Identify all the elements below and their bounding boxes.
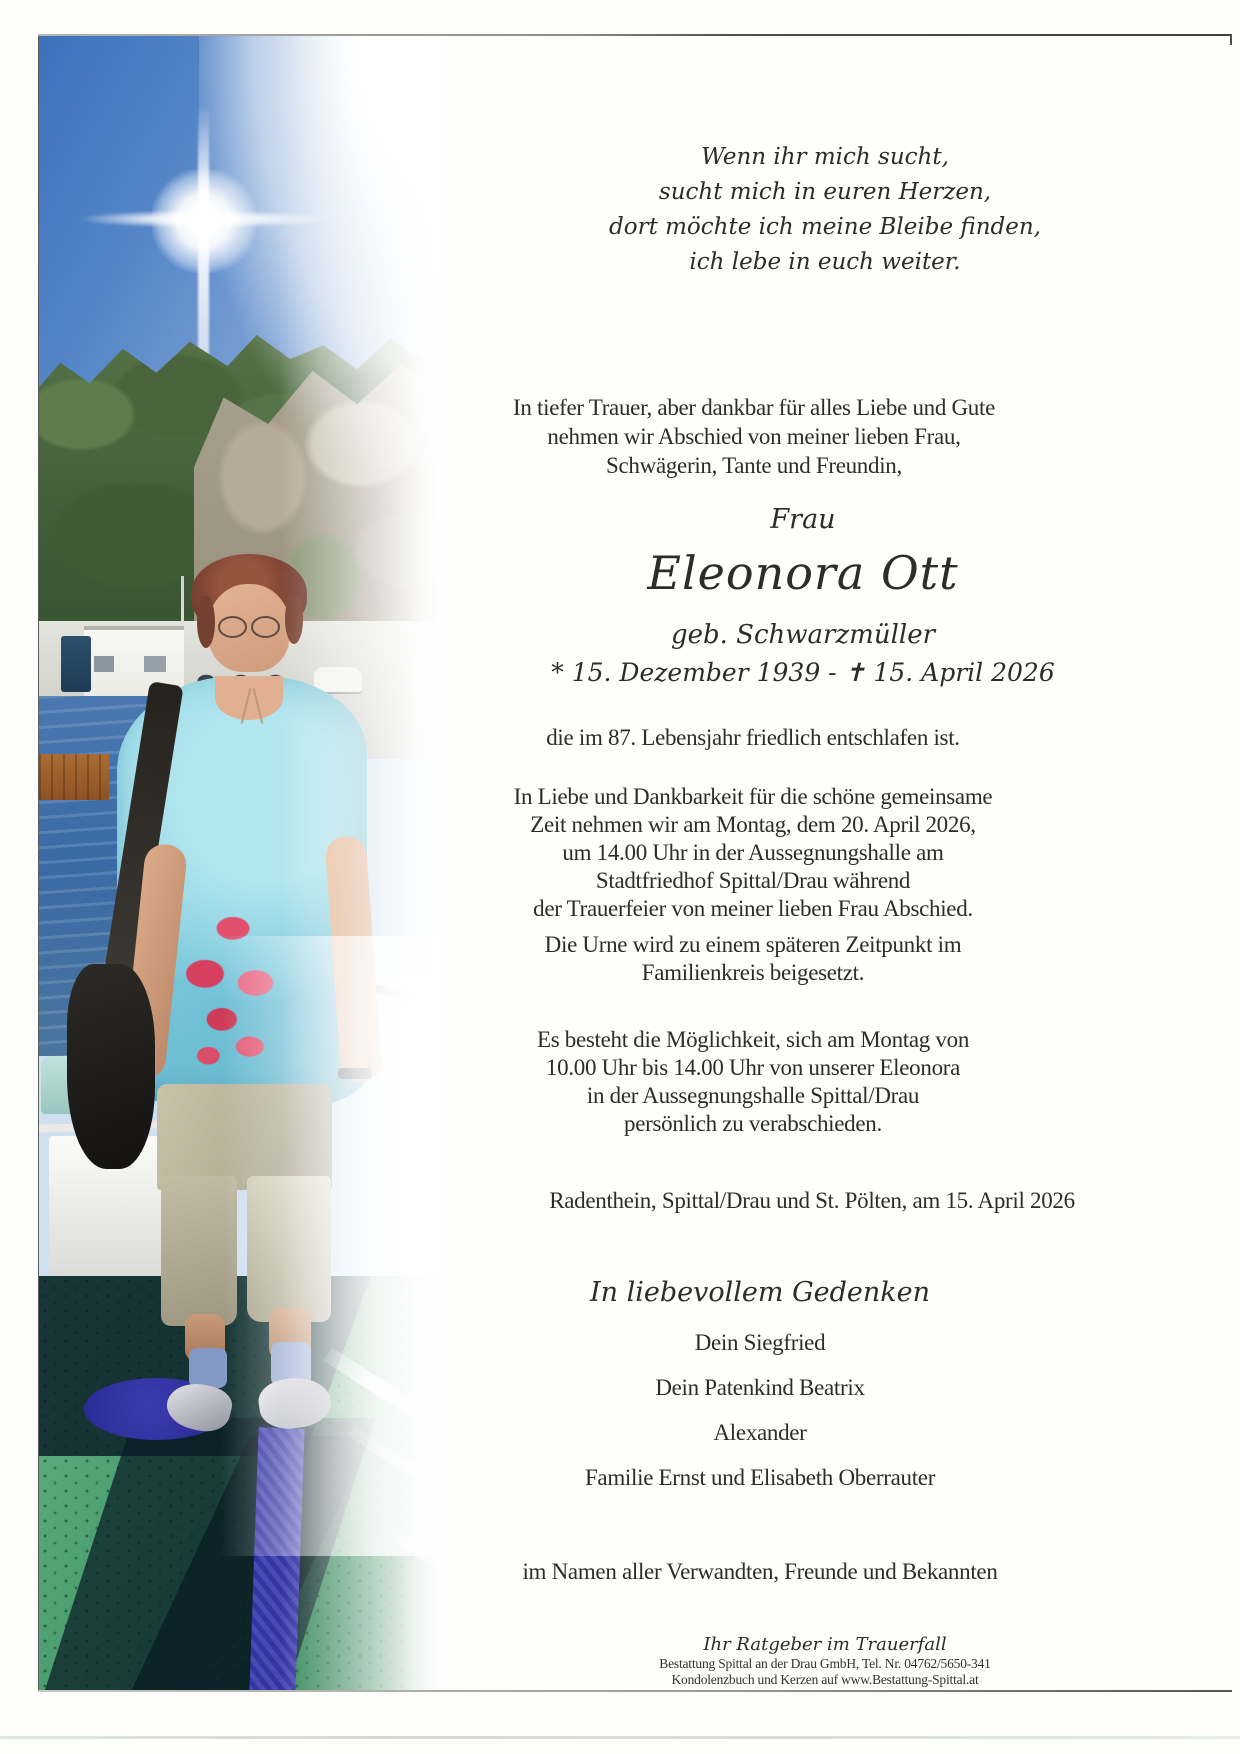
- farewell-line: Es besteht die Möglichkeit, sich am Montag von: [536, 1027, 970, 1052]
- memorial-poem: [520, 140, 1130, 280]
- ceremony-line: um 14.00 Uhr in der Aussegnungshalle am: [562, 840, 944, 865]
- ceremony-line: der Trauerfeier von meiner lieben Frau Abschied.: [533, 896, 973, 921]
- place-dateline: Radenthein, Spittal/Drau und St. Pölten, am 15. April 2026: [549, 1188, 1075, 1213]
- footer-tagline: Ihr Ratgeber im Trauerfall: [703, 1634, 947, 1655]
- intro-line: Schwägerin, Tante und Freundin,: [606, 453, 902, 478]
- bottom-rule: [38, 1690, 1232, 1692]
- farewell-line: 10.00 Uhr bis 14.00 Uhr von unserer Eleonora: [545, 1055, 961, 1080]
- life-dates: * 15. Dezember 1939 - ✝ 15. April 2026: [551, 658, 1055, 687]
- mourner-name: Alexander: [713, 1420, 807, 1445]
- deceased-name: Eleonora Ott: [647, 546, 959, 600]
- urn-line: Familienkreis beigesetzt.: [641, 960, 865, 985]
- urn-line: Die Urne wird zu einem späteren Zeitpunkt im: [544, 932, 962, 957]
- urn-paragraph: [418, 931, 1088, 987]
- poem-line: ich lebe in euch weiter.: [689, 249, 961, 275]
- mourner-name: Familie Ernst und Elisabeth Oberrauter: [584, 1465, 936, 1490]
- mourning-intro: [418, 393, 1090, 480]
- top-rule-tick: [1230, 34, 1232, 45]
- footer-company-line: Bestattung Spittal an der Drau GmbH, Tel. Nr. 04762/5650-341: [659, 1656, 991, 1671]
- footer-condolence-line: Kondolenzbuch und Kerzen auf www.Bestattung-Spittal.at: [671, 1671, 979, 1687]
- salutation: Frau: [770, 504, 836, 535]
- closing-line: im Namen aller Verwandten, Freunde und Bekannten: [522, 1559, 998, 1584]
- photo-feather-fade: [221, 936, 441, 1556]
- ceremony-line: In Liebe und Dankbarkeit für die schöne gemeinsame: [513, 784, 993, 809]
- ceremony-line: Stadtfriedhof Spittal/Drau während: [595, 868, 911, 893]
- remembrance-heading: In liebevollem Gedenken: [589, 1277, 931, 1308]
- ceremony-paragraph: [418, 783, 1088, 923]
- mourner-names: [425, 1331, 1095, 1511]
- farewell-paragraph: [418, 1026, 1088, 1138]
- intro-line: In tiefer Trauer, aber dankbar für alles Liebe und Gute: [513, 395, 995, 420]
- funeral-home-footer: [480, 1634, 1170, 1687]
- farewell-line: in der Aussegnungshalle Spittal/Drau: [586, 1083, 920, 1108]
- poem-line: Wenn ihr mich sucht,: [701, 144, 949, 170]
- mourner-name: Dein Siegfried: [694, 1330, 826, 1355]
- age-line: die im 87. Lebensjahr friedlich entschlafen ist.: [546, 725, 960, 750]
- poem-line: dort möchte ich meine Bleibe finden,: [609, 214, 1041, 240]
- photo-feather-fade: [199, 36, 441, 466]
- memorial-photo: [38, 36, 441, 1691]
- ceremony-line: Zeit nehmen wir am Montag, dem 20. April 2026,: [530, 812, 976, 837]
- maiden-name: geb. Schwarzmüller: [670, 620, 936, 650]
- mourner-name: Dein Patenkind Beatrix: [655, 1375, 865, 1400]
- page-edge-line: [0, 1736, 1240, 1739]
- farewell-line: persönlich zu verabschieden.: [624, 1111, 882, 1136]
- intro-line: nehmen wir Abschied von meiner lieben Frau,: [547, 424, 961, 449]
- poem-line: sucht mich in euren Herzen,: [658, 179, 992, 205]
